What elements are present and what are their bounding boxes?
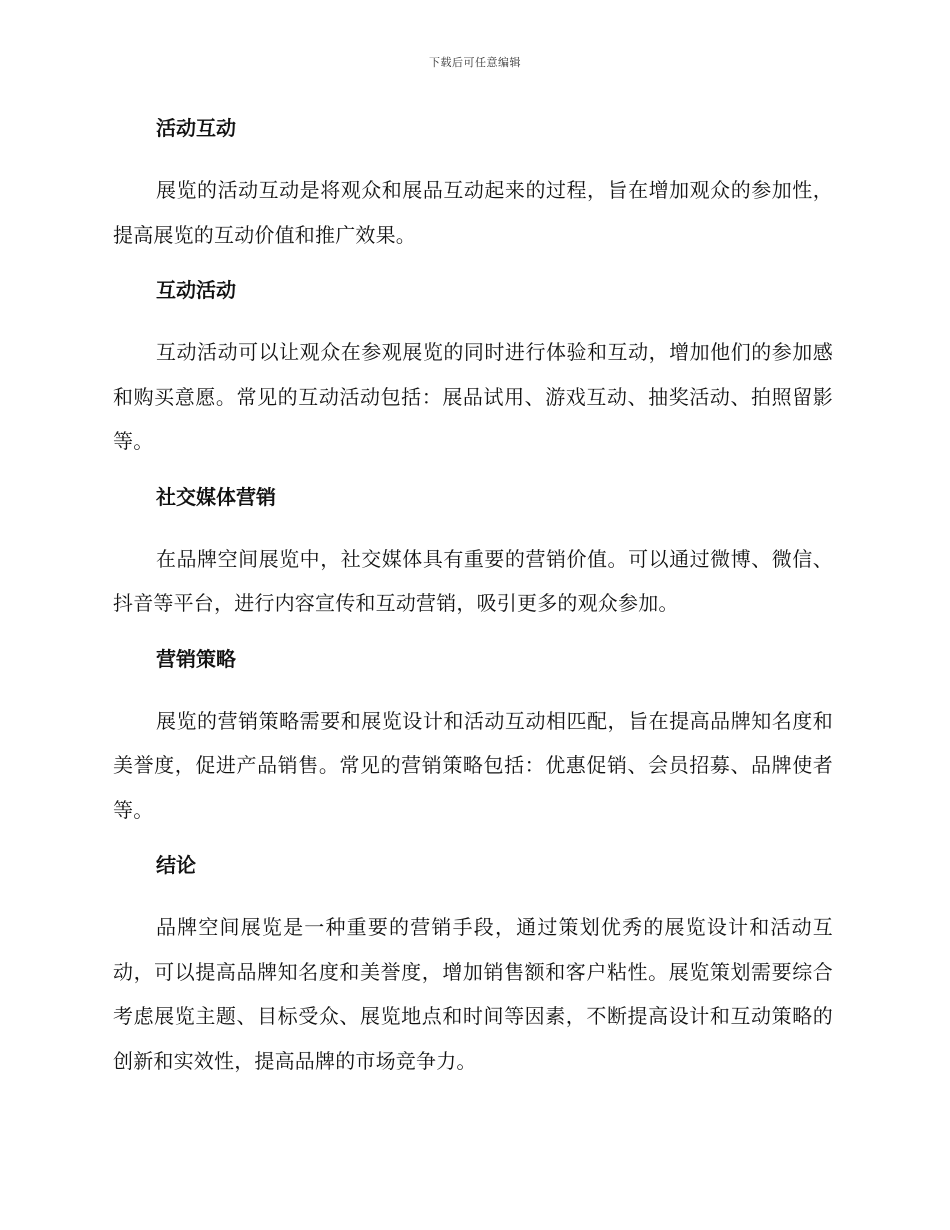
document-body — [113, 112, 833, 1100]
section-paragraph-conclusion: 品牌空间展览是一种重要的营销手段，通过策划优秀的展览设计和活动互动，可以提高品牌知名度和美誉度，增加销售额和客户粘性。展览策划需要综合考虑展览主题、目标受众、展览地点和时间等因素，不断提高设计和互动策略的创新和实效性，提高品牌的市场竞争力。 — [113, 915, 833, 1073]
section-paragraph-social-media-marketing: 在品牌空间展览中，社交媒体具有重要的营销价值。可以通过微博、微信、抖音等平台，进行内容宣传和互动营销，吸引更多的观众参加。 — [113, 546, 833, 615]
section-title-conclusion: 结论 — [156, 853, 196, 877]
section-paragraph-interactive-activities: 互动活动可以让观众在参观展览的同时进行体验和互动，增加他们的参加感和购买意愿。常见的互动活动包括：展品试用、游戏互动、抽奖活动、拍照留影等。 — [113, 340, 833, 453]
section-title-interactive-activities: 互动活动 — [156, 278, 236, 302]
section-title-marketing-strategy: 营销策略 — [156, 646, 236, 671]
section-paragraph-marketing-strategy: 展览的营销策略需要和展览设计和活动互动相匹配，旨在提高品牌知名度和美誉度，促进产品销售。常见的营销策略包括：优惠促销、会员招募、品牌使者等。 — [113, 708, 833, 822]
section-title-activity-interaction: 活动互动 — [156, 116, 236, 140]
section-paragraph-activity-interaction: 展览的活动互动是将观众和展品互动起来的过程，旨在增加观众的参加性，提高展览的互动价值和推广效果。 — [113, 178, 833, 247]
section-title-social-media-marketing: 社交媒体营销 — [156, 484, 276, 509]
page-header-note: 下载后可任意编辑 — [429, 56, 521, 69]
